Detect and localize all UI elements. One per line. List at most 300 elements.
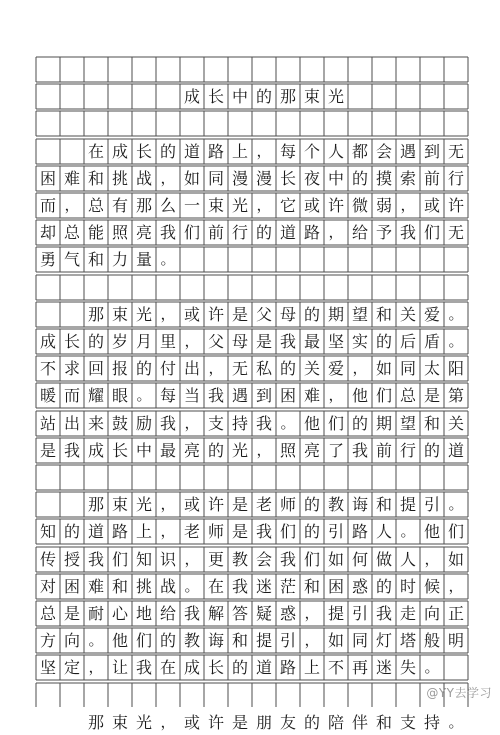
grid-cell <box>180 111 204 136</box>
grid-cell: 是 <box>231 713 248 732</box>
grid-cell: ， <box>304 604 320 622</box>
grid-cell: 成 <box>111 142 128 161</box>
grid-cell: 支 <box>207 414 224 433</box>
grid-cell: 朋 <box>255 713 272 732</box>
grid-row <box>36 302 468 327</box>
grid-cell: 战 <box>159 577 176 596</box>
grid-cell: 励 <box>135 414 152 433</box>
grid-cell: 提 <box>399 495 416 514</box>
grid-cell <box>420 57 444 82</box>
grid-cell: 们 <box>111 550 128 569</box>
grid-cell <box>60 683 84 708</box>
grid-cell: 如 <box>447 550 464 569</box>
grid-cell: 方 <box>39 631 56 650</box>
grid-cell: 道 <box>279 223 296 242</box>
grid-cell: 那 <box>279 87 296 106</box>
grid-cell: 行 <box>447 169 464 188</box>
grid-cell <box>276 275 300 300</box>
grid-cell <box>420 465 444 490</box>
grid-cell: 行 <box>231 223 248 242</box>
grid-cell: 明 <box>447 631 464 650</box>
grid-cell <box>420 275 444 300</box>
grid-cell <box>348 683 372 708</box>
grid-cell: 到 <box>255 386 272 405</box>
grid-cell <box>84 465 108 490</box>
grid-cell: 识 <box>159 550 176 569</box>
grid-cell: 眼 <box>111 386 128 405</box>
grid-cell: 如 <box>375 359 392 378</box>
grid-cell: 们 <box>423 223 440 242</box>
grid-cell: 和 <box>87 250 104 269</box>
grid-cell: 。 <box>448 713 464 731</box>
grid-cell <box>372 683 396 708</box>
grid-cell: 授 <box>63 550 80 569</box>
grid-cell: 回 <box>87 359 104 378</box>
grid-row <box>36 356 468 381</box>
grid-cell: 时 <box>399 577 416 596</box>
grid-cell <box>396 683 420 708</box>
grid-cell: 我 <box>255 522 272 541</box>
grid-cell: 漫 <box>255 169 272 188</box>
grid-row <box>36 84 468 109</box>
grid-cell <box>228 275 252 300</box>
grid-cell: 会 <box>255 550 272 569</box>
grid-cell: 困 <box>279 386 296 405</box>
grid-cell: 的 <box>255 223 272 242</box>
grid-cell: 我 <box>207 386 224 405</box>
grid-cell: 我 <box>159 414 176 433</box>
grid-cell: 。 <box>88 631 104 649</box>
grid-cell: 的 <box>135 359 152 378</box>
grid-row <box>36 655 468 680</box>
grid-cell: 伴 <box>351 713 368 732</box>
grid-cell: 里 <box>159 332 176 351</box>
grid-cell: ， <box>424 550 440 568</box>
grid-cell: 道 <box>183 142 200 161</box>
grid-cell: 是 <box>39 441 56 460</box>
grid-cell: ， <box>208 359 224 377</box>
grid-row <box>36 247 468 272</box>
grid-cell: 在 <box>87 142 104 161</box>
grid-cell: 遇 <box>231 386 248 405</box>
grid-cell <box>396 247 420 272</box>
grid-cell: 。 <box>400 522 416 540</box>
grid-cell: 中 <box>231 87 248 106</box>
grid-cell: 我 <box>87 550 104 569</box>
grid-cell: 知 <box>39 522 56 541</box>
grid-cell: 成 <box>183 87 200 106</box>
grid-cell: 亮 <box>183 441 200 460</box>
grid-cell: 上 <box>231 142 248 161</box>
grid-cell: 摸 <box>375 169 392 188</box>
grid-cell: 它 <box>279 196 296 215</box>
grid-cell: 教 <box>327 495 344 514</box>
grid-row <box>36 220 468 245</box>
grid-cell <box>156 465 180 490</box>
grid-cell: 持 <box>423 713 440 732</box>
grid-cell: 总 <box>399 386 416 405</box>
grid-cell: 束 <box>207 196 224 215</box>
grid-cell: 的 <box>159 631 176 650</box>
grid-cell: 解 <box>207 604 224 623</box>
grid-cell <box>60 492 84 517</box>
grid-cell: 后 <box>399 332 416 351</box>
grid-row <box>36 438 468 463</box>
grid-cell <box>276 465 300 490</box>
grid-cell: 光 <box>135 305 152 324</box>
grid-cell <box>396 111 420 136</box>
grid-cell: 亮 <box>303 441 320 460</box>
grid-cell: 总 <box>87 196 104 215</box>
grid-cell <box>36 57 60 82</box>
grid-row <box>36 111 468 136</box>
grid-cell: 向 <box>423 604 440 623</box>
grid-row <box>36 683 468 708</box>
grid-cell: 了 <box>327 441 344 460</box>
grid-cell: 有 <box>111 196 128 215</box>
grid-cell: ， <box>448 577 464 595</box>
grid-cell: 同 <box>351 631 368 650</box>
grid-cell: 如 <box>327 550 344 569</box>
grid-cell: ， <box>304 631 320 649</box>
grid-cell: 中 <box>135 441 152 460</box>
grid-cell <box>228 683 252 708</box>
grid-cell: 许 <box>327 196 344 215</box>
grid-cell: 父 <box>255 305 272 324</box>
grid-cell <box>84 57 108 82</box>
grid-cell: 父 <box>207 332 224 351</box>
grid-cell: 上 <box>303 658 320 677</box>
grid-cell: 月 <box>135 332 152 351</box>
grid-cell: 们 <box>327 414 344 433</box>
grid-cell: 或 <box>423 196 440 215</box>
grid-cell: 一 <box>183 196 200 215</box>
grid-cell <box>228 111 252 136</box>
grid-cell: 我 <box>255 414 272 433</box>
grid-cell: 漫 <box>231 169 248 188</box>
grid-cell <box>420 111 444 136</box>
grid-cell <box>36 111 60 136</box>
grid-cell <box>156 683 180 708</box>
grid-cell: 母 <box>279 305 296 324</box>
grid-cell: ， <box>160 713 176 731</box>
grid-cell: ， <box>160 495 176 513</box>
grid-cell: 是 <box>255 332 272 351</box>
grid-cell: 关 <box>303 359 320 378</box>
grid-cell <box>180 465 204 490</box>
grid-cell: 的 <box>303 713 320 732</box>
grid-cell: 我 <box>231 577 248 596</box>
grid-cell <box>372 84 396 109</box>
grid-cell: 引 <box>279 631 296 650</box>
grid-cell: 更 <box>207 550 224 569</box>
grid-cell <box>300 683 324 708</box>
grid-cell <box>60 57 84 82</box>
grid-cell: ， <box>184 332 200 350</box>
grid-cell: 的 <box>159 142 176 161</box>
grid-cell <box>108 84 132 109</box>
grid-cell <box>372 57 396 82</box>
grid-cell <box>36 139 60 164</box>
grid-cell: 我 <box>183 604 200 623</box>
grid-cell: 气 <box>63 250 80 269</box>
grid-cell: 困 <box>39 169 56 188</box>
grid-cell <box>36 275 60 300</box>
grid-cell: 们 <box>375 386 392 405</box>
grid-cell: 和 <box>375 713 392 732</box>
grid-cell <box>108 111 132 136</box>
grid-cell: 老 <box>255 495 272 514</box>
grid-cell: 们 <box>303 550 320 569</box>
grid-cell: 许 <box>447 196 464 215</box>
grid-cell <box>300 247 324 272</box>
grid-cell: 无 <box>447 223 464 242</box>
grid-cell: 光 <box>231 441 248 460</box>
grid-cell <box>36 84 60 109</box>
grid-cell <box>396 84 420 109</box>
grid-cell: 都 <box>351 142 368 161</box>
grid-cell: 迷 <box>255 577 272 596</box>
grid-cell: 长 <box>135 142 152 161</box>
grid-cell: 的 <box>231 658 248 677</box>
grid-cell: 困 <box>327 577 344 596</box>
grid-cell: 惑 <box>279 604 296 623</box>
grid-cell: 最 <box>159 441 176 460</box>
grid-cell: 知 <box>135 550 152 569</box>
grid-cell <box>60 710 84 735</box>
grid-cell <box>156 84 180 109</box>
grid-cell: 的 <box>375 332 392 351</box>
grid-cell: 报 <box>111 359 128 378</box>
grid-cell: 私 <box>255 359 272 378</box>
grid-cell: 遇 <box>399 142 416 161</box>
grid-row <box>36 574 468 599</box>
grid-row <box>36 519 468 544</box>
grid-cell: 提 <box>327 604 344 623</box>
grid-cell: 量 <box>135 250 152 269</box>
grid-cell: 亮 <box>135 223 152 242</box>
grid-cell <box>60 111 84 136</box>
grid-cell: 灯 <box>375 631 392 650</box>
grid-cell: 束 <box>111 713 128 732</box>
grid-cell <box>204 111 228 136</box>
grid-cell: 人 <box>399 550 416 569</box>
grid-cell: 引 <box>327 522 344 541</box>
grid-cell: 却 <box>39 223 56 242</box>
grid-cell <box>396 275 420 300</box>
grid-cell <box>108 275 132 300</box>
grid-cell: 长 <box>207 87 224 106</box>
grid-cell: 第 <box>447 386 464 405</box>
grid-cell: 予 <box>375 223 392 242</box>
grid-cell: 不 <box>327 658 344 677</box>
grid-cell: 力 <box>111 250 128 269</box>
grid-cell: 阳 <box>447 359 464 378</box>
grid-cell: 和 <box>111 577 128 596</box>
grid-cell: 路 <box>303 223 320 242</box>
grid-cell: 长 <box>279 169 296 188</box>
grid-cell: 站 <box>39 414 56 433</box>
grid-cell: 是 <box>423 386 440 405</box>
grid-cell <box>204 275 228 300</box>
grid-cell: 成 <box>87 441 104 460</box>
grid-cell <box>156 111 180 136</box>
grid-cell <box>348 57 372 82</box>
grid-cell <box>60 275 84 300</box>
grid-cell: 的 <box>303 495 320 514</box>
grid-cell <box>84 111 108 136</box>
grid-cell: 的 <box>279 359 296 378</box>
grid-cell <box>132 84 156 109</box>
grid-cell: 或 <box>183 495 200 514</box>
grid-cell: 人 <box>327 142 344 161</box>
grid-cell <box>84 683 108 708</box>
grid-cell: 引 <box>351 604 368 623</box>
grid-cell <box>396 57 420 82</box>
grid-cell: 无 <box>447 142 464 161</box>
grid-cell: 支 <box>399 713 416 732</box>
grid-cell: 坚 <box>39 658 56 677</box>
grid-cell: 出 <box>183 359 200 378</box>
grid-cell: 他 <box>423 522 440 541</box>
grid-cell: 难 <box>87 577 104 596</box>
grid-cell <box>228 247 252 272</box>
grid-cell <box>444 247 468 272</box>
grid-cell: 和 <box>87 169 104 188</box>
grid-cell <box>156 57 180 82</box>
grid-cell: 长 <box>207 658 224 677</box>
grid-cell: 们 <box>447 522 464 541</box>
grid-cell: 爱 <box>327 359 344 378</box>
grid-cell: 给 <box>351 223 368 242</box>
grid-cell: 会 <box>375 142 392 161</box>
grid-cell: ， <box>328 386 344 404</box>
grid-cell: 上 <box>135 522 152 541</box>
grid-cell: 的 <box>63 522 80 541</box>
grid-cell: 的 <box>351 169 368 188</box>
grid-cell: 教 <box>183 631 200 650</box>
grid-cell: 路 <box>279 658 296 677</box>
grid-cell <box>420 84 444 109</box>
grid-cell: 诲 <box>351 495 368 514</box>
grid-cell: 师 <box>207 522 224 541</box>
grid-cell: 在 <box>207 577 224 596</box>
grid-cell <box>300 111 324 136</box>
grid-cell: ， <box>184 550 200 568</box>
grid-cell: ， <box>64 196 80 214</box>
grid-cell: 坚 <box>327 332 344 351</box>
grid-cell: 。 <box>448 305 464 323</box>
grid-cell <box>276 247 300 272</box>
grid-cell: 定 <box>63 658 80 677</box>
grid-cell: 。 <box>280 414 296 432</box>
grid-cell <box>372 465 396 490</box>
grid-cell <box>348 465 372 490</box>
grid-cell <box>444 655 468 680</box>
grid-cell <box>300 275 324 300</box>
grid-cell: 的 <box>303 305 320 324</box>
grid-cell: 索 <box>399 169 416 188</box>
grid-cell <box>204 683 228 708</box>
grid-cell <box>372 247 396 272</box>
grid-cell: 诲 <box>207 631 224 650</box>
grid-cell: 爱 <box>423 305 440 324</box>
grid-cell: 求 <box>63 359 80 378</box>
grid-cell <box>108 465 132 490</box>
grid-cell <box>276 683 300 708</box>
grid-cell: 们 <box>279 522 296 541</box>
grid-cell: 前 <box>207 223 224 242</box>
grid-cell: ， <box>328 223 344 241</box>
grid-cell <box>420 247 444 272</box>
grid-cell: 的 <box>375 577 392 596</box>
grid-cell <box>36 302 60 327</box>
grid-cell: 难 <box>303 386 320 405</box>
grid-cell: 每 <box>159 386 176 405</box>
grid-cell: 教 <box>231 550 248 569</box>
grid-cell: 何 <box>351 550 368 569</box>
grid-cell <box>36 683 60 708</box>
grid-cell: ， <box>184 414 200 432</box>
grid-cell: 他 <box>303 414 320 433</box>
grid-cell: 长 <box>63 332 80 351</box>
grid-cell: 的 <box>255 87 272 106</box>
grid-cell: 勇 <box>39 250 56 269</box>
grid-cell: 般 <box>423 631 440 650</box>
grid-cell <box>348 247 372 272</box>
grid-cell: 暖 <box>39 386 56 405</box>
grid-cell: 光 <box>135 495 152 514</box>
grid-cell <box>204 247 228 272</box>
grid-cell <box>348 84 372 109</box>
grid-cell: 的 <box>207 441 224 460</box>
grid-cell: 的 <box>423 441 440 460</box>
grid-cell <box>252 275 276 300</box>
grid-cell: 望 <box>399 414 416 433</box>
grid-cell: 地 <box>135 604 152 623</box>
grid-cell: 不 <box>39 359 56 378</box>
grid-cell: 照 <box>111 223 128 242</box>
grid-cell: 鼓 <box>111 414 128 433</box>
grid-cell: 每 <box>279 142 296 161</box>
grid-cell: 总 <box>63 223 80 242</box>
grid-cell <box>36 710 60 735</box>
grid-cell <box>324 57 348 82</box>
grid-cell: 成 <box>183 658 200 677</box>
grid-cell <box>324 683 348 708</box>
grid-cell: 候 <box>423 577 440 596</box>
grid-cell: 母 <box>231 332 248 351</box>
grid-cell: 束 <box>111 305 128 324</box>
grid-cell: 成 <box>39 332 56 351</box>
grid-cell: 挑 <box>135 577 152 596</box>
grid-cell: 塔 <box>399 631 416 650</box>
grid-cell: ， <box>256 441 272 459</box>
grid-cell <box>324 465 348 490</box>
grid-cell: 那 <box>87 305 104 324</box>
grid-cell <box>180 683 204 708</box>
grid-cell: 光 <box>135 713 152 732</box>
grid-cell: 太 <box>423 359 440 378</box>
grid-cell: 是 <box>231 495 248 514</box>
grid-cell: 对 <box>39 577 56 596</box>
grid-cell: 让 <box>111 658 128 677</box>
grid-cell: ， <box>256 142 272 160</box>
grid-cell: 正 <box>447 604 464 623</box>
grid-cell: 期 <box>375 414 392 433</box>
grid-cell: 我 <box>351 441 368 460</box>
grid-cell: 微 <box>351 196 368 215</box>
